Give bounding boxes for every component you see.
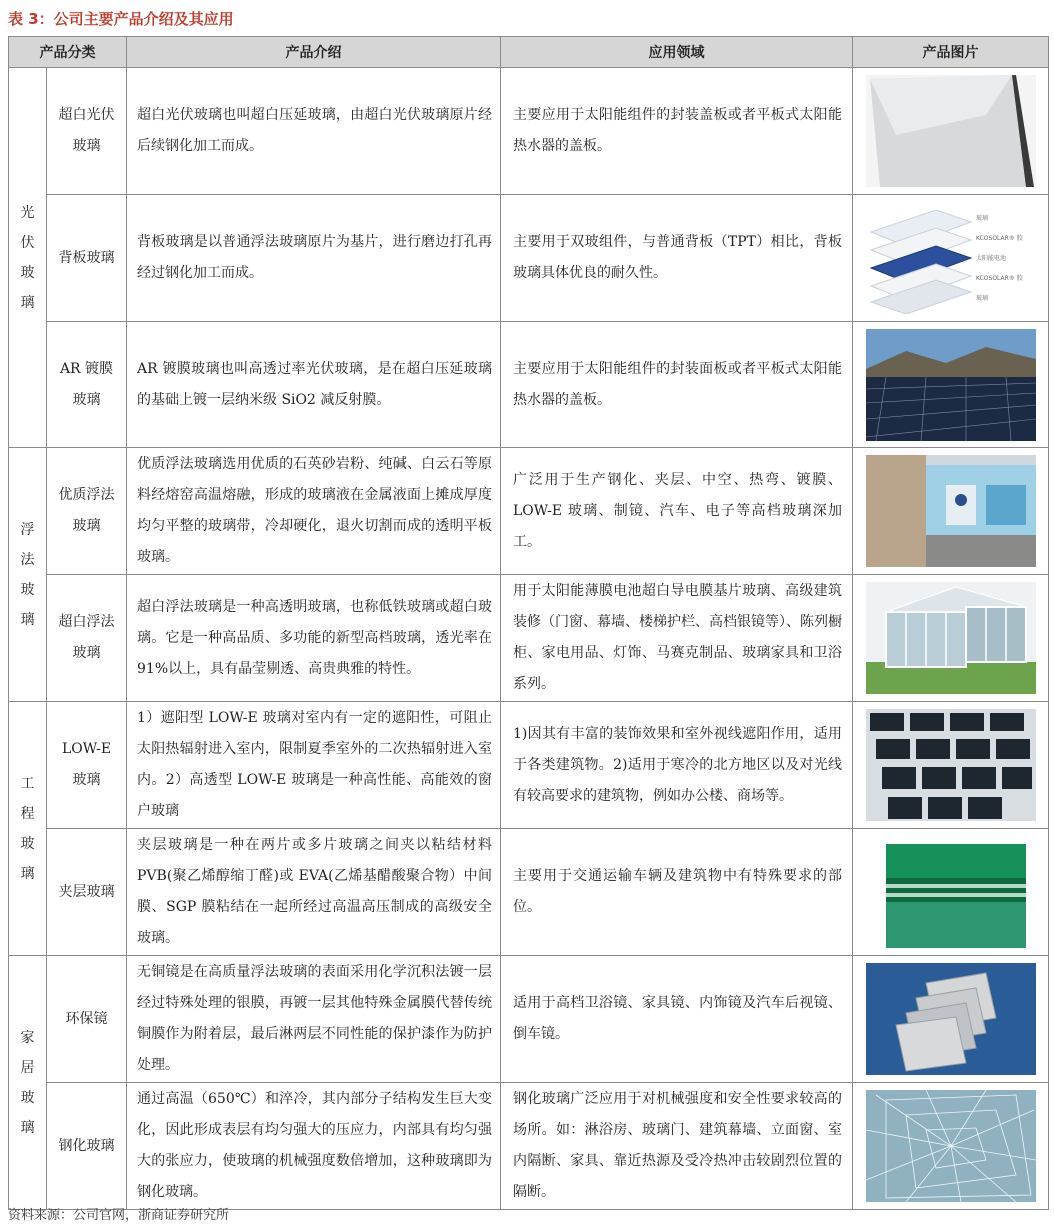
laminated-glass-image <box>866 836 1036 948</box>
product-name: 超白浮法玻璃 <box>47 575 127 702</box>
layer-label: 玻璃 <box>975 295 988 302</box>
category-cell: 工程玻璃 <box>9 702 47 956</box>
source-note: 资料来源：公司官网，浙商证券研究所 <box>8 1208 230 1223</box>
product-image-cell <box>853 68 1049 195</box>
product-application: 主要应用于太阳能组件的封装面板或者平板式太阳能热水器的盖板。 <box>501 322 853 448</box>
product-name: 环保镜 <box>47 956 127 1083</box>
mirror-sheets-image <box>866 963 1036 1075</box>
product-image-cell <box>853 956 1049 1083</box>
glass-office-image <box>866 455 1036 567</box>
layer-label: 玻璃 <box>975 215 988 222</box>
building-facade-image <box>866 709 1036 821</box>
product-name: 夹层玻璃 <box>47 829 127 956</box>
header-row <box>9 37 1049 68</box>
product-intro: 背板玻璃是以普通浮法玻璃原片为基片，进行磨边打孔再经过钢化加工而成。 <box>127 195 501 322</box>
table-title: 表 3：公司主要产品介绍及其应用 <box>8 10 234 28</box>
product-image-cell <box>853 702 1049 829</box>
product-application: 主要用于交通运输车辆及建筑物中有特殊要求的部位。 <box>501 829 853 956</box>
product-intro: 夹层玻璃是一种在两片或多片玻璃之间夹以粘结材料 PVB(聚乙烯醇缩丁醛)或 EVA(乙烯基醋酸聚合物）中间膜、SGP 膜粘结在一起所经过高温高压制成的高级安全玻璃。 <box>127 829 501 956</box>
solar-farm-image <box>866 329 1036 441</box>
product-image-cell <box>853 448 1049 575</box>
table-row <box>9 195 1049 322</box>
product-name: LOW-E 玻璃 <box>47 702 127 829</box>
table-row <box>9 448 1049 575</box>
product-intro: 通过高温（650℃）和淬冷，其内部分子结构发生巨大变化，因此形成表层有均匀强大的压应力，内部具有均匀强大的张应力，使玻璃的机械强度数倍增加，这种玻璃即为钢化玻璃。 <box>127 1083 501 1210</box>
table-row <box>9 575 1049 702</box>
product-intro: 1）遮阳型 LOW-E 玻璃对室内有一定的遮阳性，可阻止太阳热辐射进入室内，限制夏季室外的二次热辐射进入室内。2）高透型 LOW-E 玻璃是一种高性能、高能效的窗户玻璃 <box>127 702 501 829</box>
header-image: 产品图片 <box>853 37 1049 68</box>
product-application: 钢化玻璃广泛应用于对机械强度和安全性要求较高的场所。如：淋浴房、玻璃门、建筑幕墙、立面窗、室内隔断、家具、靠近热源及受冷热冲击较剧烈位置的隔断。 <box>501 1083 853 1210</box>
product-table <box>8 36 1049 1210</box>
layer-label: 太阳能电池 <box>975 255 1006 262</box>
product-name: AR 镀膜玻璃 <box>47 322 127 448</box>
product-name: 背板玻璃 <box>47 195 127 322</box>
table-row <box>9 1083 1049 1210</box>
product-name: 钢化玻璃 <box>47 1083 127 1210</box>
header-intro: 产品介绍 <box>127 37 501 68</box>
product-application: 主要用于双玻组件，与普通背板（TPT）相比，背板玻璃具体优良的耐久性。 <box>501 195 853 322</box>
product-intro: 超白光伏玻璃也叫超白压延玻璃，由超白光伏玻璃原片经后续钢化加工而成。 <box>127 68 501 195</box>
product-application: 广泛用于生产钢化、夹层、中空、热弯、镀膜、LOW-E 玻璃、制镜、汽车、电子等高档玻璃深加工。 <box>501 448 853 575</box>
category-cell: 家居玻璃 <box>9 956 47 1210</box>
layer-label: KCOSOLAR® 胶 <box>975 235 1023 242</box>
header-category: 产品分类 <box>9 37 127 68</box>
product-application: 1)因其有丰富的装饰效果和室外视线遮阳作用，适用于各类建筑物。2)适用于寒冷的北方地区以及对光线有较高要求的建筑物，例如办公楼、商场等。 <box>501 702 853 829</box>
layered-module-image <box>866 202 1036 314</box>
product-intro: AR 镀膜玻璃也叫高透过率光伏玻璃，是在超白压延玻璃的基础上镀一层纳米级 SiO2 减反射膜。 <box>127 322 501 448</box>
product-intro: 无铜镜是在高质量浮法玻璃的表面采用化学沉积法镀一层经过特殊处理的银膜，再镀一层其他特殊金属膜代替传统铜膜作为附着层，最后淋两层不同性能的保护漆作为防护处理。 <box>127 956 501 1083</box>
product-intro: 超白浮法玻璃是一种高透明玻璃，也称低铁玻璃或超白玻璃。它是一种高品质、多功能的新型高档玻璃，透光率在 91%以上，具有晶莹剔透、高贵典雅的特性。 <box>127 575 501 702</box>
sunroom-image <box>866 582 1036 694</box>
table-row <box>9 956 1049 1083</box>
product-application: 用于太阳能薄膜电池超白导电膜基片玻璃、高级建筑装修（门窗、幕墙、楼梯护栏、高档银镜等）、陈列橱柜、家电用品、灯饰、马赛克制品、玻璃家具和卫浴系列。 <box>501 575 853 702</box>
product-name: 超白光伏玻璃 <box>47 68 127 195</box>
glass-sheet-image <box>866 75 1036 187</box>
product-image-cell <box>853 195 1049 322</box>
category-cell: 光伏玻璃 <box>9 68 47 448</box>
table-row <box>9 68 1049 195</box>
category-cell: 浮法玻璃 <box>9 448 47 702</box>
product-image-cell <box>853 575 1049 702</box>
product-intro: 优质浮法玻璃选用优质的石英砂岩粉、纯碱、白云石等原料经熔窑高温熔融，形成的玻璃液在金属液面上摊成厚度均匀平整的玻璃带，冷却硬化，退火切割而成的透明平板玻璃。 <box>127 448 501 575</box>
layer-label: KCOSOLAR® 胶 <box>975 275 1023 282</box>
product-image-cell <box>853 1083 1049 1210</box>
table-row <box>9 322 1049 448</box>
product-application: 适用于高档卫浴镜、家具镜、内饰镜及汽车后视镜、倒车镜。 <box>501 956 853 1083</box>
shattered-glass-image <box>866 1090 1036 1202</box>
table-row <box>9 829 1049 956</box>
header-application: 应用领域 <box>501 37 853 68</box>
product-image-cell <box>853 322 1049 448</box>
product-application: 主要应用于太阳能组件的封装盖板或者平板式太阳能热水器的盖板。 <box>501 68 853 195</box>
table-row <box>9 702 1049 829</box>
product-image-cell <box>853 829 1049 956</box>
product-name: 优质浮法玻璃 <box>47 448 127 575</box>
